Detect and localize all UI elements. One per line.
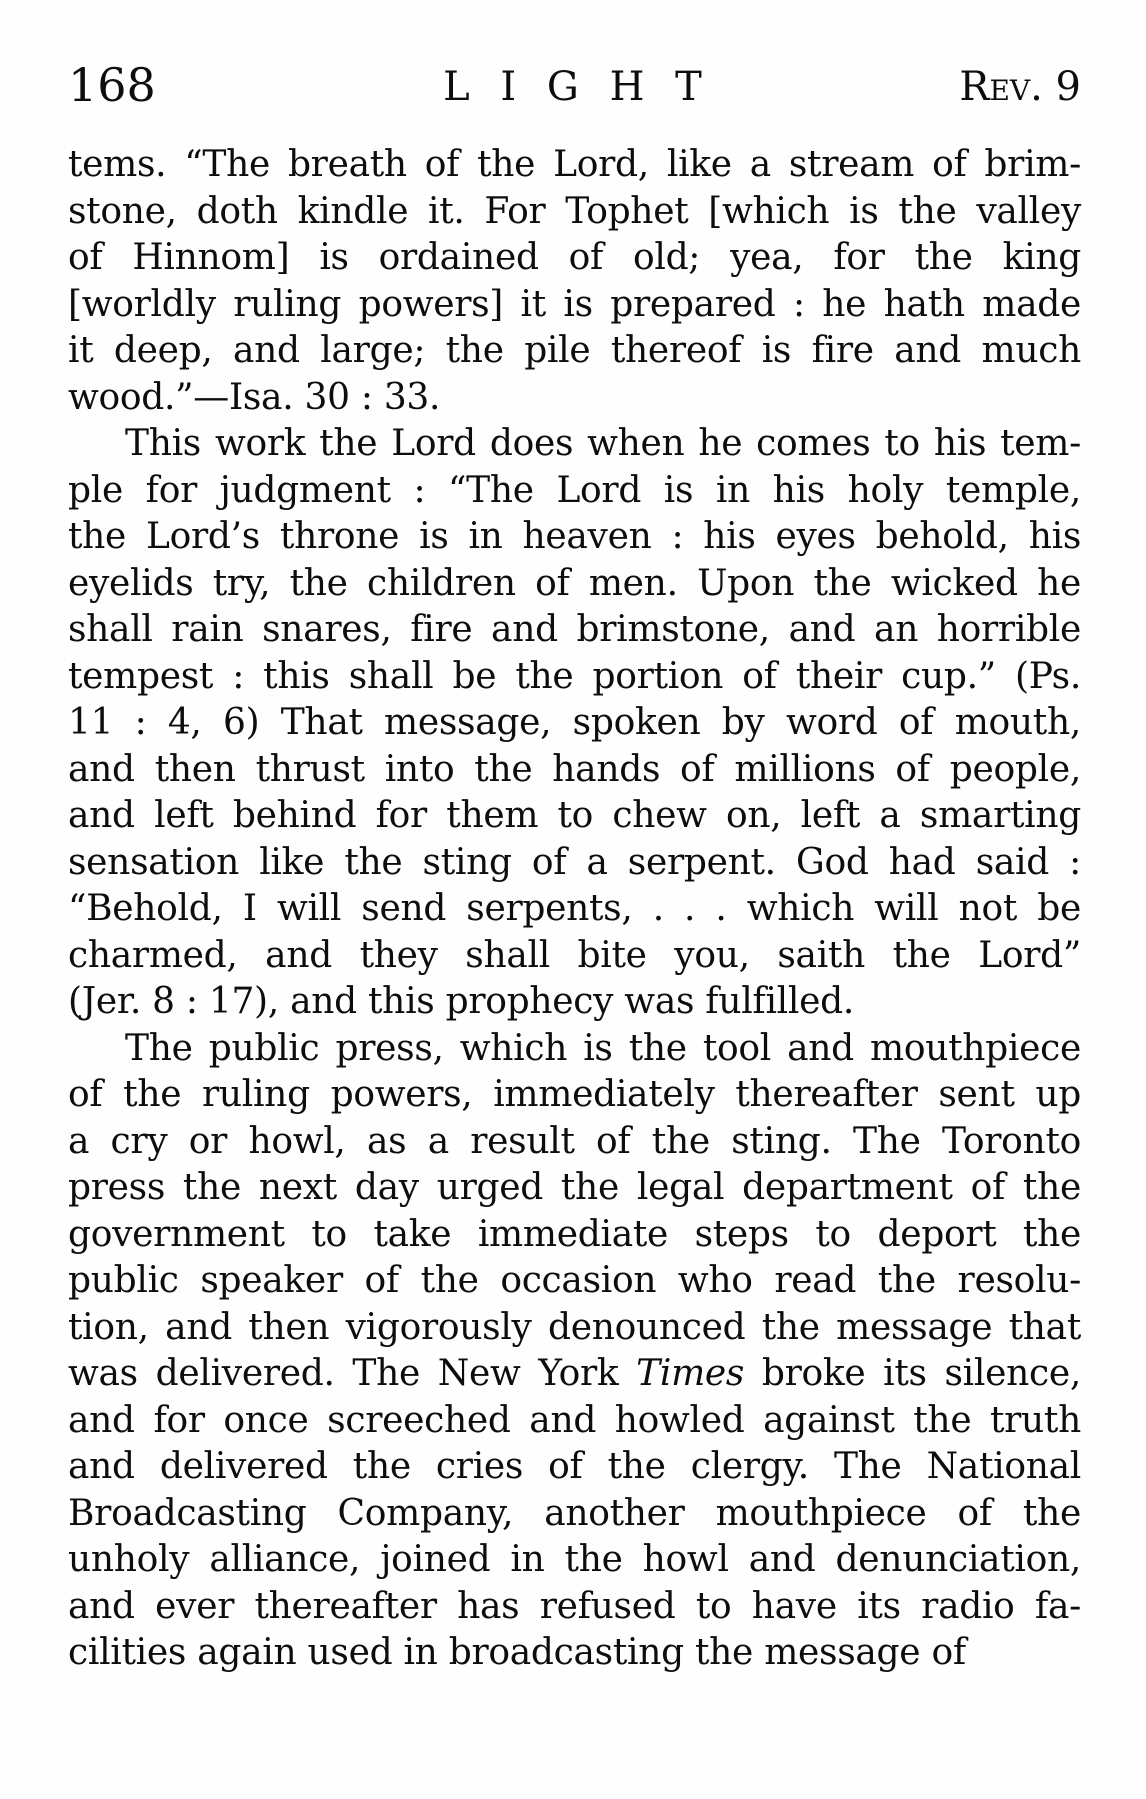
text-line: (Jer. 8 : 17), and this prophecy was fulfilled. <box>68 981 854 1022</box>
text-segment: was delivered. The New York <box>68 1353 619 1394</box>
text-line: “Behold, I will send serpents, . . . which will not be <box>68 888 1081 929</box>
text-segment: broke its silence, <box>761 1353 1081 1394</box>
text-line <box>68 1351 1081 1398</box>
italic-text-segment: Times <box>636 1353 745 1394</box>
text-line: tems. “The breath of the Lord, like a stream of brim- <box>68 144 1081 185</box>
chapter-reference: Rev. 9 <box>959 64 1081 110</box>
text-line: and then thrust into the hands of millions of people, <box>68 748 1081 790</box>
text-line: tempest : this shall be the portion of their cup.” (Ps. <box>68 655 1081 697</box>
text-line: unholy alliance, joined in the howl and denunciation, <box>68 1539 1081 1580</box>
text-line: [worldly ruling powers] it is prepared : he hath made <box>68 283 1081 325</box>
text-line: of the ruling powers, immediately thereafter sent up <box>68 1074 1081 1115</box>
text-line: and for once screeched and howled against the truth <box>68 1399 1081 1441</box>
text-line: and delivered the cries of the clergy. The National <box>68 1446 1081 1487</box>
text-line: and left behind for them to chew on, left a smarting <box>68 795 1081 836</box>
paragraph <box>68 142 1081 421</box>
text-line: government to take immediate steps to deport the <box>68 1213 1081 1255</box>
paragraph <box>68 421 1081 1026</box>
text-line: eyelids try, the children of men. Upon the wicked he <box>68 562 1081 604</box>
text-line: 11 : 4, 6) That message, spoken by word of mouth, <box>68 702 1081 743</box>
text-line: public speaker of the occasion who read the resolu- <box>68 1260 1081 1301</box>
text-line: stone, doth kindle it. For Tophet [which is the valley <box>68 190 1081 232</box>
text-line: of Hinnom] is ordained of old; yea, for the king <box>68 237 1081 278</box>
paragraph <box>68 1026 1081 1677</box>
text-line: shall rain snares, fire and brimstone, and an horrible <box>68 609 1081 650</box>
text-line: This work the Lord does when he comes to his tem- <box>125 423 1081 464</box>
text-line: Broadcasting Company, another mouthpiece of the <box>68 1492 1081 1534</box>
text-line: The public press, which is the tool and mouthpiece <box>125 1027 1081 1069</box>
text-line: tion, and then vigorously denounced the message that <box>68 1306 1081 1348</box>
text-line: it deep, and large; the pile thereof is fire and much <box>68 330 1081 371</box>
page-body <box>68 142 1081 1677</box>
text-line: ple for judgment : “The Lord is in his holy temple, <box>68 469 1081 511</box>
text-line: sensation like the sting of a serpent. God had said : <box>68 841 1081 883</box>
text-line: press the next day urged the legal department of the <box>68 1167 1081 1208</box>
page-number: 168 <box>68 58 156 112</box>
book-title: L I G H T <box>443 64 706 110</box>
running-header <box>68 56 1081 112</box>
text-line: cilities again used in broadcasting the message of <box>68 1632 966 1673</box>
text-line: wood.”—Isa. 30 : 33. <box>68 376 441 418</box>
text-line: charmed, and they shall bite you, saith the Lord” <box>68 934 1081 976</box>
text-line: the Lord’s throne is in heaven : his eyes behold, his <box>68 516 1081 557</box>
text-line: and ever thereafter has refused to have its radio fa- <box>68 1585 1081 1627</box>
text-line: a cry or howl, as a result of the sting. The Toronto <box>68 1120 1081 1162</box>
